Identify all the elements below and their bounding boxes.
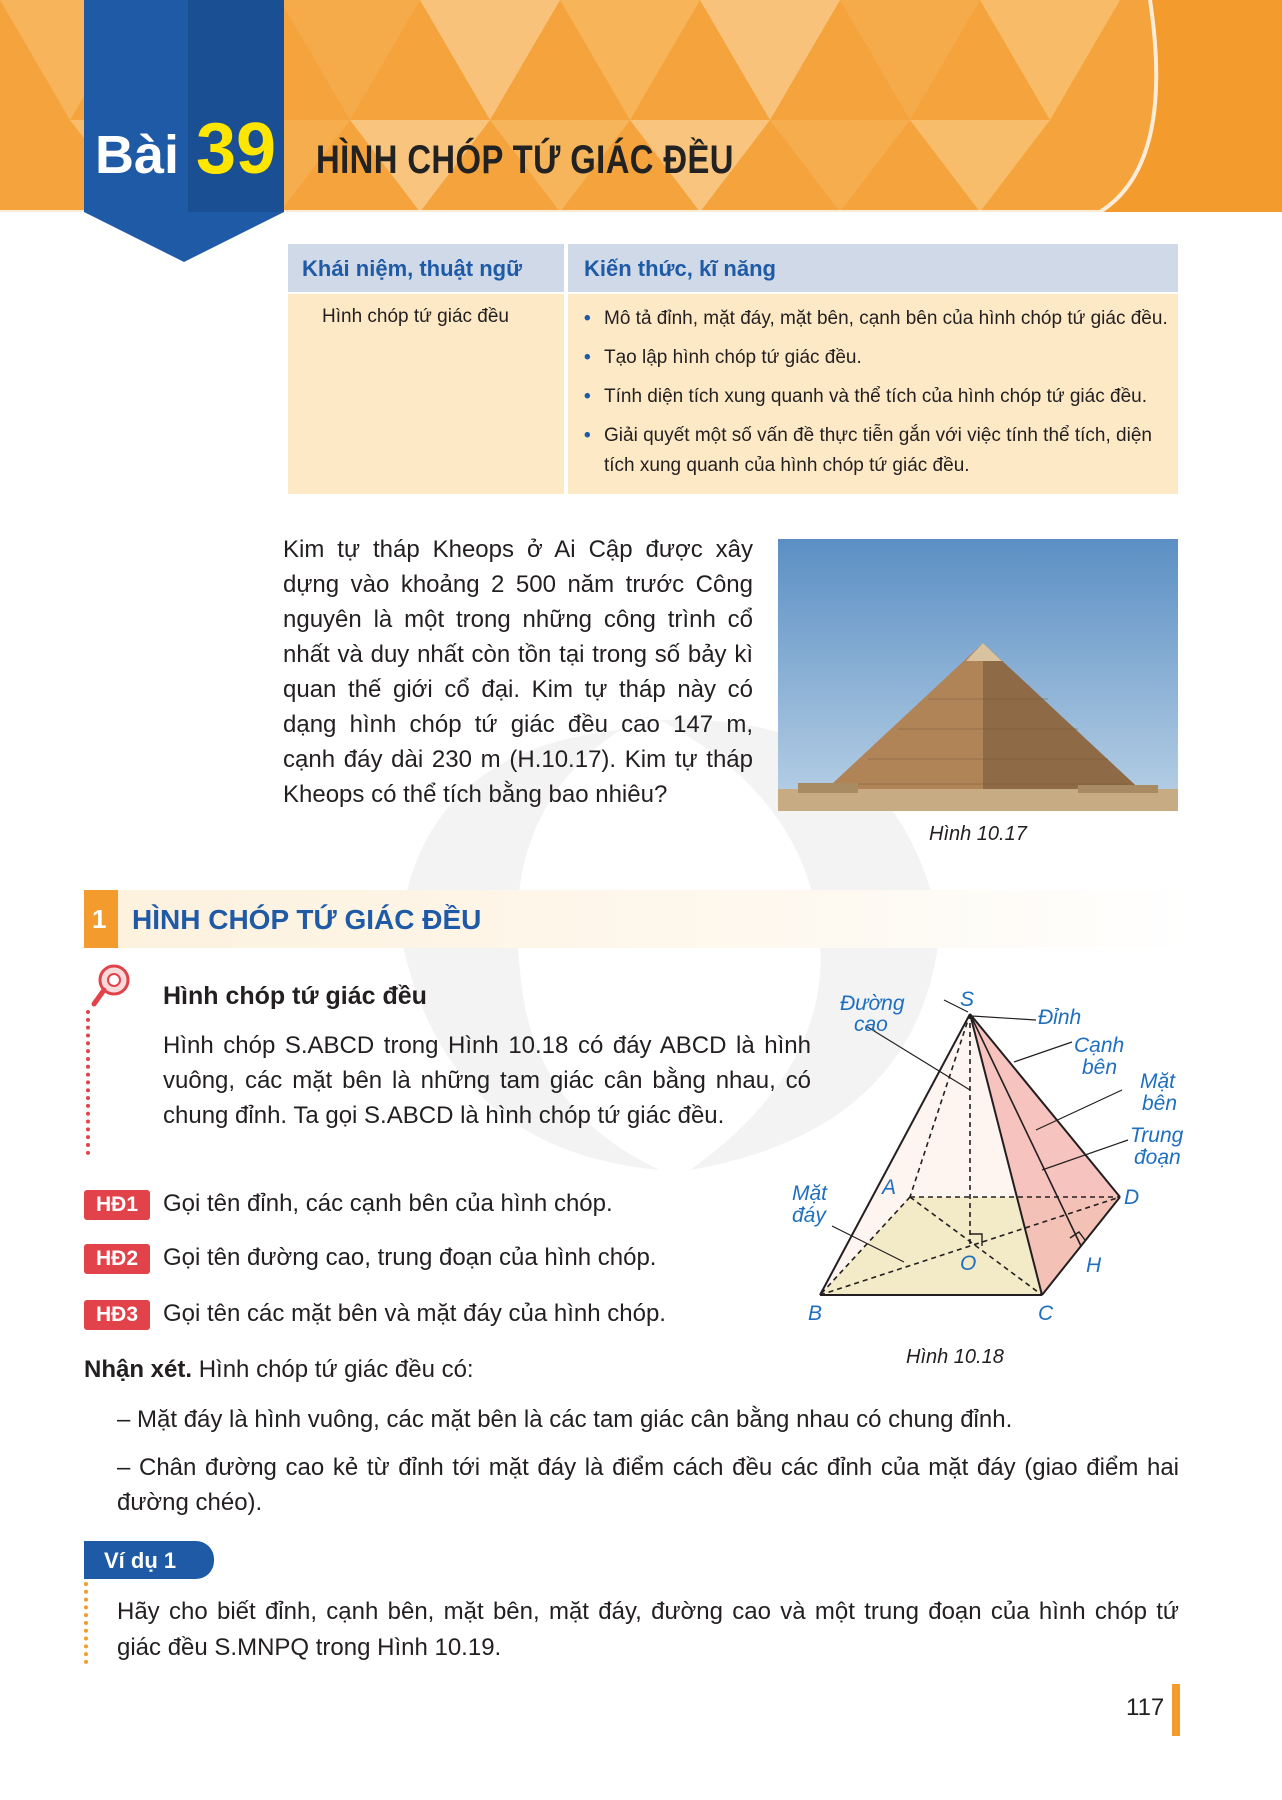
activity-badge: HĐ3 [84, 1300, 150, 1330]
objectives-head-right-cell [568, 244, 1178, 292]
diagram-caption: Hình 10.18 [906, 1346, 1004, 1368]
label-mat-day-2: đáy [792, 1204, 826, 1227]
skill-item: • Mô tả đỉnh, mặt đáy, mặt bên, cạnh bên của hình chóp tứ giác đều. [584, 308, 1168, 329]
label-dinh: Đỉnh [1038, 1006, 1082, 1029]
skill-item: • Giải quyết một số vấn đề thực tiễn gắn với việc tính thể tích, diện tích xung quanh của hình chóp tứ giác đều. [584, 425, 1152, 476]
label-mat: Mặt [1140, 1070, 1176, 1093]
objectives-skill-list [584, 304, 1174, 490]
remark-item: – Chân đường cao kẻ từ đỉnh tới mặt đáy là điểm cách đều các đỉnh của mặt đáy (giao điểm hai đường chéo). [117, 1454, 1179, 1516]
activity-badge: HĐ2 [84, 1244, 150, 1274]
pyramid-diagram [774, 980, 1214, 1370]
label-mat-ben: bên [1142, 1092, 1178, 1115]
example-text: Hãy cho biết đỉnh, cạnh bên, mặt bên, mặt đáy, đường cao và một trung đoạn của hình chóp tứ giác đều S.MNPQ trong Hình 10.19. [117, 1598, 1179, 1661]
objectives-head-left: Khái niệm, thuật ngữ [302, 256, 523, 281]
label-canh-ben: bên [1082, 1056, 1118, 1079]
lesson-word: Bài [95, 125, 180, 185]
point-o: O [960, 1252, 977, 1275]
vertex-c: C [1038, 1302, 1054, 1325]
objectives-term: Hình chóp tứ giác đều [322, 306, 510, 327]
page-number-bar [1172, 1684, 1180, 1736]
leader-canh-ben [1014, 1042, 1072, 1062]
objectives-head-right: Kiến thức, kĩ năng [584, 256, 776, 281]
label-doan: đoạn [1134, 1146, 1181, 1169]
point-h: H [1086, 1254, 1102, 1277]
photo-caption: Hình 10.17 [929, 823, 1027, 845]
intro-paragraph: Kim tự tháp Kheops ở Ai Cập được xây dựng vào khoảng 2 500 năm trước Công nguyên là một trong những công trình cổ nhất và duy nhất còn tồn tại trong số bảy kì quan thế giới cổ đại. Kim tự tháp này có dạng hình chóp tứ giác đều cao 147 m, cạnh đáy dài 230 m (H.10.17). Kim tự tháp Kheops có thể tích bằng bao nhiêu? [283, 536, 753, 808]
activity-text: Gọi tên đỉnh, các cạnh bên của hình chóp. [163, 1190, 613, 1217]
activity-badge: HĐ1 [84, 1190, 150, 1220]
definition-dotted-line [86, 1010, 90, 1155]
activity-text: Gọi tên đường cao, trung đoạn của hình chóp. [163, 1244, 657, 1271]
pyramid-photo [778, 539, 1178, 811]
magnifier-icon [90, 960, 134, 1010]
vertex-b: B [808, 1302, 823, 1325]
definition-text: Hình chóp S.ABCD trong Hình 10.18 có đáy ABCD là hình vuông, các mặt bên là những tam giác cân bằng nhau, có chung đỉnh. Ta gọi S.ABCD là hình chóp tứ giác đều. [163, 1032, 811, 1129]
skill-item: • Tạo lập hình chóp tứ giác đều. [584, 347, 862, 368]
lesson-number: 39 [196, 109, 277, 189]
remark-label: Nhận xét. [84, 1356, 193, 1383]
remark-intro: Hình chóp tứ giác đều có: [198, 1356, 474, 1383]
vertex-d: D [1124, 1186, 1140, 1209]
section-number: 1 [92, 904, 107, 934]
page-number: 117 [1126, 1694, 1165, 1721]
example-dotted-line [84, 1582, 88, 1664]
label-trung: Trung [1130, 1124, 1184, 1147]
lesson-title: HÌNH CHÓP TỨ GIÁC ĐỀU [316, 138, 734, 182]
label-canh: Cạnh [1074, 1034, 1125, 1057]
example-label: Ví dụ 1 [104, 1548, 177, 1573]
label-duong: Đường [840, 992, 905, 1015]
skill-item: • Tính diện tích xung quanh và thể tích của hình chóp tứ giác đều. [584, 386, 1147, 407]
activity-text: Gọi tên các mặt bên và mặt đáy của hình chóp. [163, 1300, 666, 1327]
definition-title: Hình chóp tứ giác đều [163, 982, 427, 1010]
objectives-head-left-cell [288, 244, 564, 292]
label-mat-day-1: Mặt [792, 1182, 828, 1205]
vertex-s: S [960, 988, 975, 1011]
remark-item: – Mặt đáy là hình vuông, các mặt bên là các tam giác cân bằng nhau có chung đỉnh. [117, 1406, 1013, 1433]
objectives-table [288, 244, 1178, 494]
vertex-a: A [882, 1176, 897, 1199]
section-title: HÌNH CHÓP TỨ GIÁC ĐỀU [132, 904, 482, 935]
remark [84, 1356, 474, 1384]
label-cao: cao [854, 1013, 888, 1036]
leader-dinh-right [972, 1016, 1036, 1020]
